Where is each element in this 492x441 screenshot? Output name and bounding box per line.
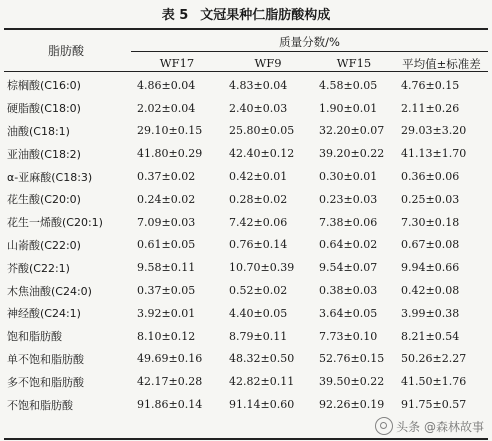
value-cell: 0.52±0.02 [229,284,288,298]
watermark [375,417,484,435]
value-cell: 2.11±0.26 [401,101,460,115]
bottom-rule [4,438,488,440]
value-cell: 0.67±0.08 [401,238,460,252]
value-cell: 7.09±0.03 [137,215,196,229]
table-body [4,74,488,416]
value-cell: 42.17±0.28 [137,375,203,389]
fatty-acid-name: α-亚麻酸(C18:3) [7,170,93,184]
fatty-acid-name: 芥酸(C22:1) [7,261,70,275]
value-cell: 7.42±0.06 [229,215,288,229]
value-cell: 48.32±0.50 [229,352,295,366]
table-row [4,165,488,188]
value-cell: 0.36±0.06 [401,170,460,184]
value-cell: 9.58±0.11 [137,261,196,275]
fatty-acid-name: 花生酸(C20:0) [7,193,81,207]
table-row [4,211,488,234]
table-row [4,370,488,393]
watermark-text: 头条 @森林故事 [396,419,484,434]
header-fatty-acid: 脂肪酸 [47,44,84,58]
table-row [4,120,488,143]
table-number: 表 5 [161,8,189,23]
value-cell: 32.20±0.07 [319,124,385,138]
value-cell: 7.38±0.06 [319,215,378,229]
table-caption: 文冠果种仁脂肪酸构成 [200,8,331,23]
value-cell: 0.28±0.02 [229,192,288,206]
value-cell: 0.23±0.03 [319,192,378,206]
value-cell: 0.25±0.03 [401,192,460,206]
value-cell: 1.90±0.01 [319,101,378,115]
value-cell: 4.58±0.05 [319,78,378,92]
value-cell: 25.80±0.05 [229,124,295,138]
table-row [4,142,488,165]
table-row [4,393,488,416]
value-cell: 52.76±0.15 [319,352,385,366]
value-cell: 0.24±0.02 [137,192,196,206]
fatty-acid-name: 亚油酸(C18:2) [7,147,81,161]
header-col-mean-sd: 平均值±标准差 [402,57,481,71]
value-cell: 4.86±0.04 [137,78,196,92]
value-cell: 0.37±0.05 [137,284,196,298]
value-cell: 0.42±0.01 [229,170,288,184]
fatty-acid-name: 不饱和脂肪酸 [7,398,73,412]
value-cell: 8.21±0.54 [401,329,460,343]
value-cell: 41.80±0.29 [137,147,203,161]
header-col-wf15: WF15 [336,56,372,70]
value-cell: 42.40±0.12 [229,147,295,161]
header-sub-rule [131,51,488,52]
fatty-acid-name: 棕榈酸(C16:0) [7,79,81,93]
table-row [4,302,488,325]
table-row [4,97,488,120]
fatty-acid-name: 花生一烯酸(C20:1) [7,216,103,230]
value-cell: 8.79±0.11 [229,329,288,343]
value-cell: 2.02±0.04 [137,101,196,115]
value-cell: 91.14±0.60 [229,398,295,412]
table-row [4,348,488,371]
value-cell: 0.42±0.08 [401,284,460,298]
value-cell: 0.30±0.01 [319,170,378,184]
value-cell: 0.76±0.14 [229,238,288,252]
fatty-acid-name: 山嵛酸(C22:0) [7,238,81,252]
value-cell: 9.94±0.66 [401,261,460,275]
table-row [4,74,488,97]
header-mass-fraction: 质量分数/% [279,35,340,49]
fatty-acid-table [4,74,488,416]
value-cell: 91.75±0.57 [401,398,467,412]
fatty-acid-name: 单不饱和脂肪酸 [7,352,84,366]
fatty-acid-name: 木焦油酸(C24:0) [7,284,92,298]
value-cell: 8.10±0.12 [137,329,196,343]
value-cell: 9.54±0.07 [319,261,378,275]
header-col-wf9: WF9 [254,56,282,70]
value-cell: 4.40±0.05 [229,306,288,320]
table-row [4,234,488,257]
value-cell: 7.73±0.10 [319,329,378,343]
value-cell: 0.38±0.03 [319,284,378,298]
value-cell: 0.61±0.05 [137,238,196,252]
value-cell: 3.92±0.01 [137,306,196,320]
value-cell: 7.30±0.18 [401,215,460,229]
table-row [4,325,488,348]
value-cell: 39.20±0.22 [319,147,385,161]
value-cell: 4.83±0.04 [229,78,288,92]
table-row [4,256,488,279]
fatty-acid-name: 硬脂酸(C18:0) [7,102,81,116]
value-cell: 3.99±0.38 [401,306,460,320]
value-cell: 0.37±0.02 [137,170,196,184]
table-row [4,188,488,211]
value-cell: 29.10±0.15 [137,124,203,138]
value-cell: 29.03±3.20 [401,124,467,138]
value-cell: 42.82±0.11 [229,375,295,389]
top-rule [4,28,488,30]
value-cell: 92.26±0.19 [319,398,385,412]
value-cell: 41.13±1.70 [401,147,467,161]
table-row [4,279,488,302]
fatty-acid-name: 饱和脂肪酸 [7,330,62,344]
header-col-wf17: WF17 [159,56,195,70]
value-cell: 50.26±2.27 [401,352,467,366]
value-cell: 49.69±0.16 [137,352,203,366]
value-cell: 39.50±0.22 [319,375,385,389]
value-cell: 10.70±0.39 [229,261,295,275]
fatty-acid-name: 多不饱和脂肪酸 [7,375,84,389]
value-cell: 0.64±0.02 [319,238,378,252]
fatty-acid-name: 神经酸(C24:1) [7,307,81,321]
header-rule [4,71,488,72]
value-cell: 41.50±1.76 [401,375,467,389]
watermark-logo-icon [375,417,393,435]
value-cell: 91.86±0.14 [137,398,203,412]
value-cell: 3.64±0.05 [319,306,378,320]
fatty-acid-name: 油酸(C18:1) [7,124,70,138]
value-cell: 4.76±0.15 [401,78,460,92]
value-cell: 2.40±0.03 [229,101,288,115]
table-title [0,4,492,23]
